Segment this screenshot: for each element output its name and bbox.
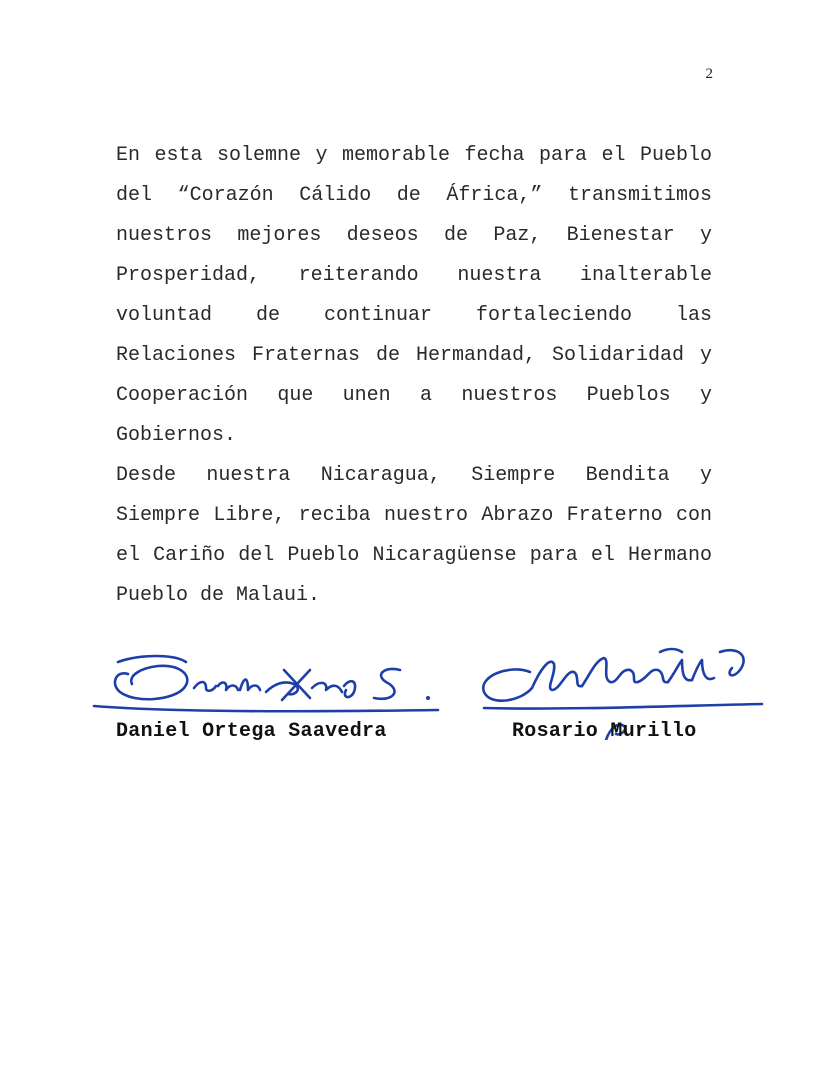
letter-body-paragraph-2	[116, 456, 712, 616]
signature-daniel-ortega	[88, 640, 448, 720]
paragraph-text: En esta solemne y memorable fecha para el Pueblo del “Corazón Cálido de África,” transmitimos nuestros mejores deseos de Paz, Bienestar y Prosperidad, reiterando nuestra inalterable voluntad de continuar fortaleciendo las Relaciones Fraternas de Hermandad, Solidaridad y Cooperación que unen a nuestros Pueblos y Gobiernos.	[116, 144, 712, 447]
letter-body-paragraph-1	[116, 136, 712, 456]
paragraph-text: Desde nuestra Nicaragua, Siempre Bendita y Siempre Libre, reciba nuestro Abrazo Fraterno con el Cariño del Pueblo Nicaragüense para el Hermano Pueblo de Malaui.	[116, 464, 712, 607]
signer-name: Daniel Ortega Saavedra	[116, 720, 387, 743]
page-number: 2	[705, 66, 713, 82]
signer-name: Rosario Murillo	[512, 720, 697, 743]
